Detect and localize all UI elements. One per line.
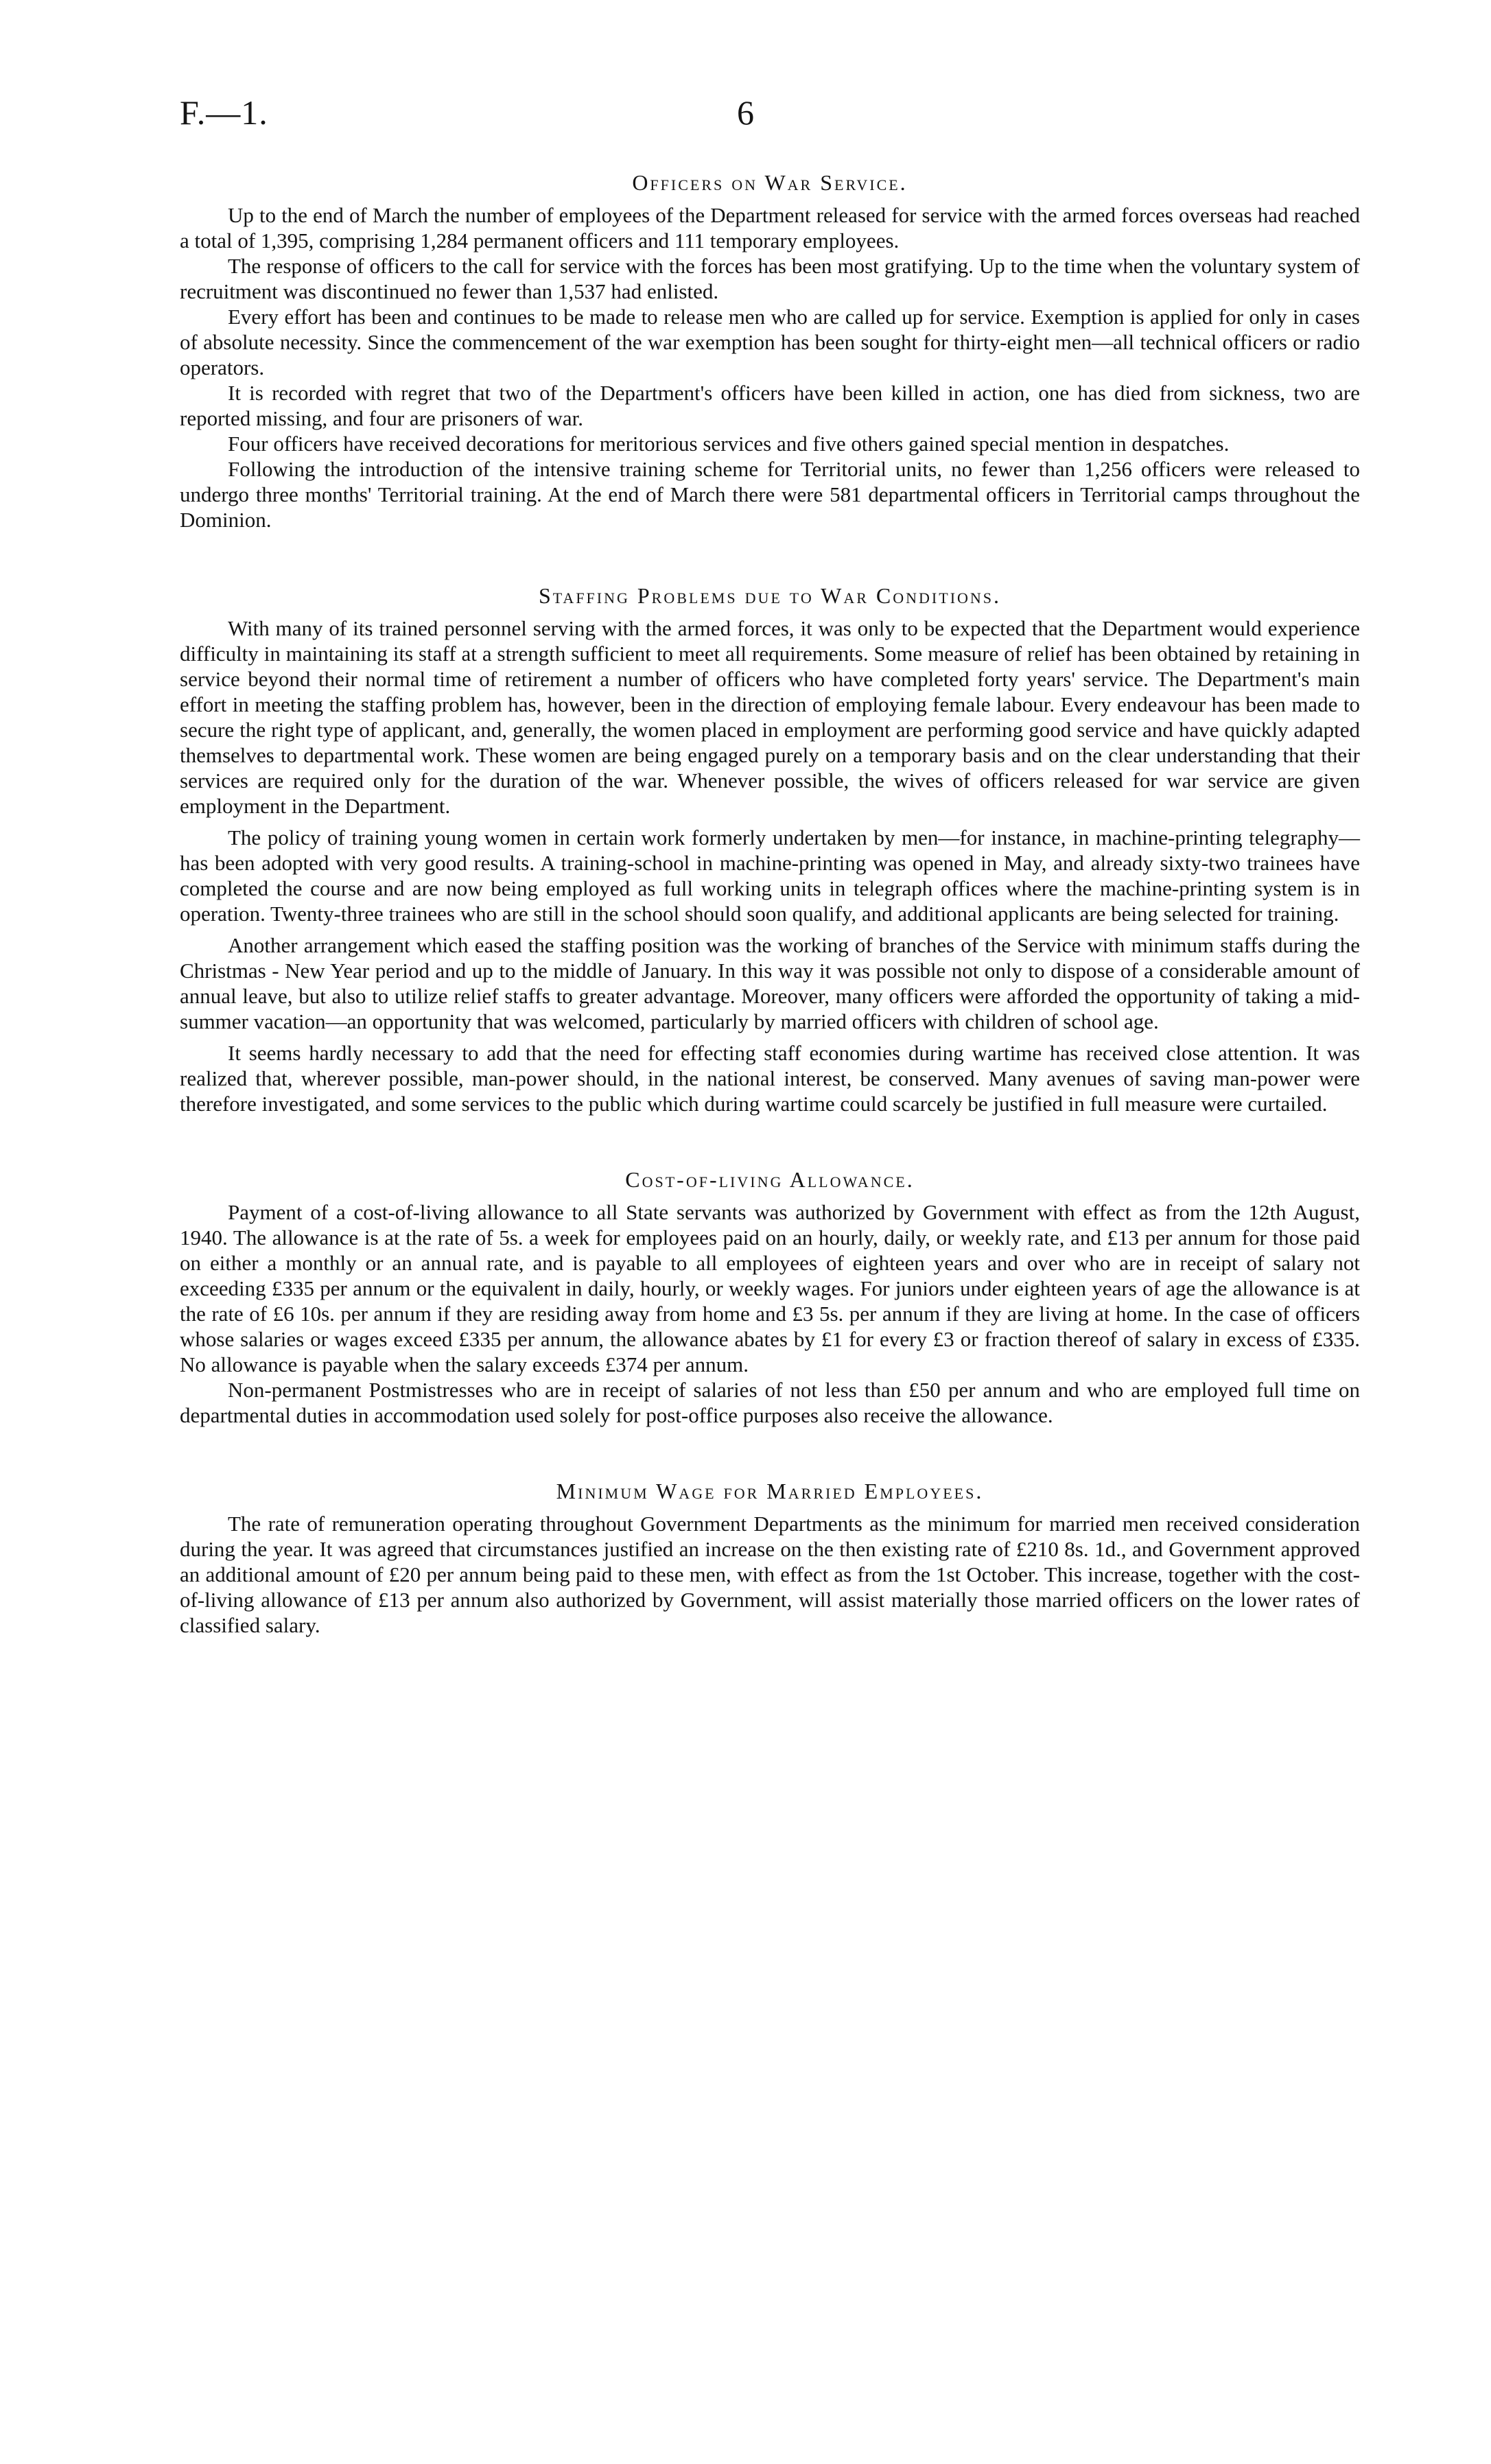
section-heading: Cost-of-living Allowance. [625, 1167, 915, 1192]
section-cost-of-living-allowance [180, 1167, 1360, 1428]
page-header [0, 93, 1491, 148]
paragraph: With many of its trained personnel serving with the armed forces, it was only to be expected that the Department would experience difficulty in maintaining its staff at a strength sufficient to meet all requirements. Some measure of relief has been obtained by retaining in service beyond their normal time of retirement a number of officers who have completed forty years' service. The Department's main effort in meeting the staffing problem has, however, been in the direction of employing female labour. Every endeavour has been made to secure the right type of applicant, and, generally, the women placed in employment are performing good service and have quickly adapted themselves to departmental work. These women are being engaged purely on a temporary basis and on the clear understanding that their services are required only for the duration of the war. Whenever possible, the wives of officers released for war service are given employment in the Department. [180, 616, 1360, 818]
paragraph: Every effort has been and continues to be made to release men who are called up for service. Exemption is applied for only in cases of absolute necessity. Since the commencement of the war exemption has been sought for thirty-eight men—all technical officers or radio operators. [180, 305, 1360, 379]
paragraph: Non-permanent Postmistresses who are in receipt of salaries of not less than £50 per annum and who are employed full time on departmental duties in accommodation used solely for post-office purposes also receive the allowance. [180, 1378, 1360, 1427]
paragraph: Four officers have received decorations for meritorious services and five others gained special mention in despatches. [228, 432, 1230, 456]
section-staffing-problems [180, 583, 1360, 1116]
page-number: 6 [737, 93, 754, 132]
paragraph: The policy of training young women in certain work formerly undertaken by men—for instance, in machine-printing telegraphy—has been adopted with very good results. A training-school in machine-printing was opened in May, and already sixty-two trainees have completed the course and are now being employed as full working units in telegraph offices where the machine-printing system is in operation. Twenty-three trainees who are still in the school should soon qualify, and additional applicants are being selected for training. [180, 825, 1360, 926]
page-content [180, 170, 1360, 1689]
section-heading: Minimum Wage for Married Employees. [556, 1479, 984, 1503]
paragraph: It seems hardly necessary to add that the need for effecting staff economies during wartime has received close attention. It was realized that, wherever possible, man-power should, in the national interest, be conserved. Many avenues of saving man-power were therefore investigated, and some services to the public which during wartime could scarcely be justified in full measure were curtailed. [180, 1041, 1360, 1116]
document-reference: F.—1. [180, 93, 268, 132]
paragraph: Payment of a cost-of-living allowance to all State servants was authorized by Government with effect as from the 12th August, 1940. The allowance is at the rate of 5s. a week for employees paid on an hourly, daily, or weekly rate, and £13 per annum for those paid on either a monthly or an annual rate, and is payable to all employees of eighteen years and over who are in receipt of salary not exceeding £335 per annum or the equivalent in daily, hourly, or weekly wages. For juniors under eighteen years of age the allowance is at the rate of £6 10s. per annum if they are residing away from home and £3 5s. per annum if they are living at home. In the case of officers whose salaries or wages exceed £335 per annum, the allowance abates by £1 for every £3 or fraction thereof of salary in excess of £335. No allowance is payable when the salary exceeds £374 per annum. [180, 1200, 1360, 1376]
paragraph: The response of officers to the call for service with the forces has been most gratifying. Up to the time when the voluntary system of recruitment was discontinued no fewer than 1,537 had enlisted. [180, 254, 1360, 303]
section-heading: Staffing Problems due to War Conditions. [538, 583, 1002, 608]
paragraph: Following the introduction of the intensive training scheme for Territorial units, no fewer than 1,256 officers were released to undergo three months' Territorial training. At the end of March there were 581 departmental officers in Territorial camps throughout the Dominion. [180, 457, 1360, 532]
paragraph: Another arrangement which eased the staffing position was the working of branches of the Service with minimum staffs during the Christmas - New Year period and up to the middle of January. In this way it was possible not only to dispose of a considerable amount of annual leave, but also to utilize relief staffs to greater advantage. Moreover, many officers were afforded the opportunity of taking a mid-summer vacation—an opportunity that was welcomed, particularly by married officers with children of school age. [180, 933, 1360, 1033]
paragraph: Up to the end of March the number of employees of the Department released for service with the armed forces overseas had reached a total of 1,395, comprising 1,284 permanent officers and 111 temporary employees. [180, 203, 1360, 253]
section-minimum-wage [180, 1479, 1360, 1638]
section-heading: Officers on War Service. [632, 170, 908, 195]
section-officers-on-war-service [180, 170, 1360, 532]
paragraph: It is recorded with regret that two of the Department's officers have been killed in action, one has died from sickness, two are reported missing, and four are prisoners of war. [180, 381, 1360, 430]
paragraph: The rate of remuneration operating throughout Government Departments as the minimum for married men received consideration during the year. It was agreed that circumstances justified an increase on the then existing rate of £210 8s. 1d., and Government approved an additional amount of £20 per annum being paid to these men, with effect as from the 1st October. This increase, together with the cost-of-living allowance of £13 per annum also authorized by Government, will assist materially those married officers on the lower rates of classified salary. [180, 1512, 1360, 1637]
